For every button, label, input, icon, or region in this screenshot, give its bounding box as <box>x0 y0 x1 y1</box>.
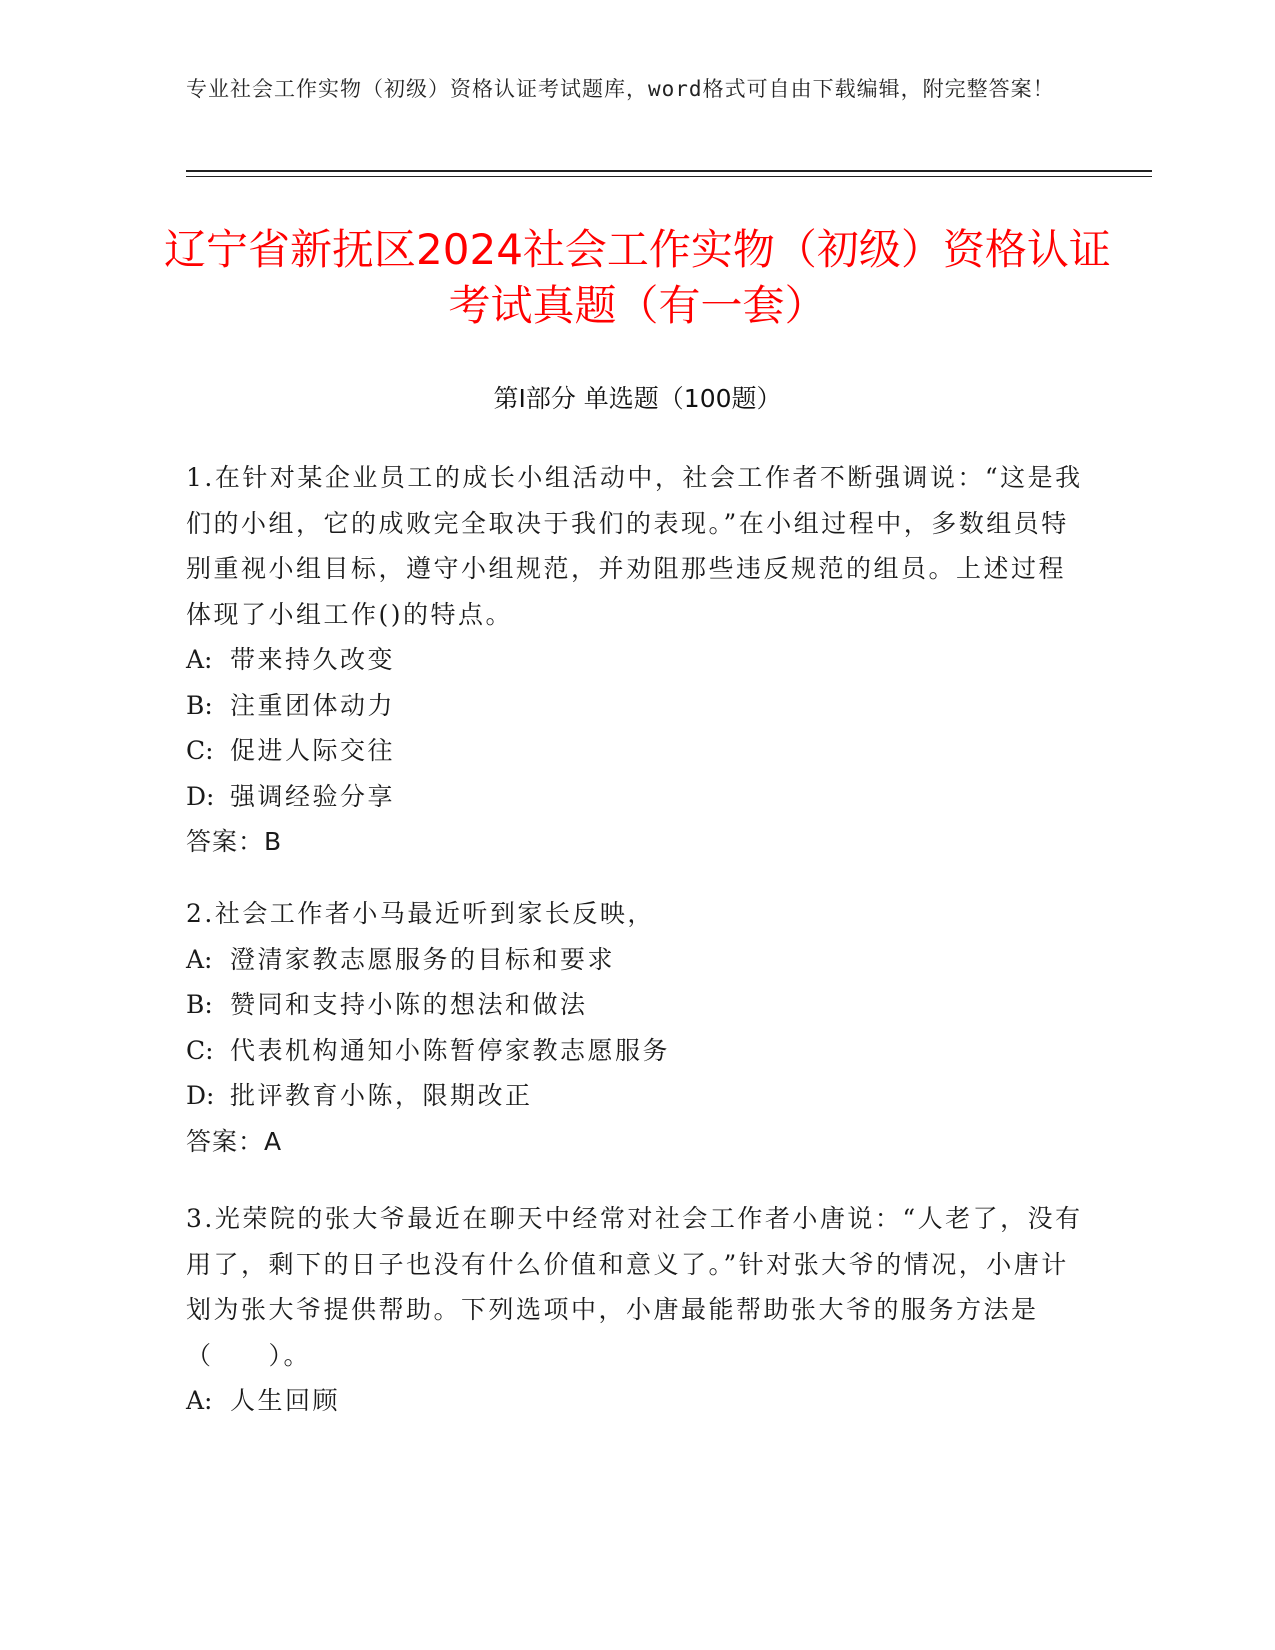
option-key: C: <box>186 736 214 765</box>
option-key: A: <box>186 645 213 674</box>
option-b <box>186 683 1086 729</box>
option-text: 注重团体动力 <box>230 690 396 720</box>
answer-line: 答案：B <box>186 827 283 856</box>
option-d <box>186 1073 1086 1119</box>
option-text: 促进人际交往 <box>230 736 396 765</box>
option-text: 批评教育小陈，限期改正 <box>230 1081 533 1110</box>
option-c <box>186 728 1086 774</box>
option-c <box>186 1028 1086 1074</box>
option-d <box>186 774 1086 820</box>
question-stem: 1.在针对某企业员工的成长小组活动中，社会工作者不断强调说：“这是我们的小组，它的成败完全取决于我们的表现。”在小组过程中，多数组员特别重视小组目标，遵守小组规范，并劝阻那些违反规范的组员。上述过程体现了小组工作()的特点。 <box>186 463 1083 629</box>
option-text: 强调经验分享 <box>230 781 396 811</box>
option-key: A: <box>186 1386 213 1415</box>
question-3 <box>186 1196 1086 1424</box>
header-note: 专业社会工作实物（初级）资格认证考试题库，word格式可自由下载编辑，附完整答案！ <box>186 77 1055 101</box>
option-key: D: <box>186 781 215 811</box>
option-text: 澄清家教志愿服务的目标和要求 <box>230 944 616 974</box>
question-stem: 2.社会工作者小马最近听到家长反映， <box>186 899 655 928</box>
option-text: 人生回顾 <box>230 1386 341 1415</box>
option-key: A: <box>186 944 213 974</box>
option-b <box>186 982 1086 1028</box>
option-key: C: <box>186 1035 214 1065</box>
answer-line: 答案：A <box>186 1126 283 1156</box>
option-text: 代表机构通知小陈暂停家教志愿服务 <box>230 1035 671 1065</box>
question-2 <box>186 891 1086 1164</box>
section-heading: 第Ⅰ部分 单选题（100题） <box>493 384 782 413</box>
option-text: 带来持久改变 <box>230 645 396 674</box>
question-1 <box>186 455 1086 865</box>
document-title: 辽宁省新抚区2024社会工作实物（初级）资格认证考试真题（有一套） <box>164 225 1111 330</box>
question-stem: 3.光荣院的张大爷最近在聊天中经常对社会工作者小唐说：“人老了，没有用了，剩下的日子也没有什么价值和意义了。”针对张大爷的情况，小唐计划为张大爷提供帮助。下列选项中，小唐最能帮助张大爷的服务方法是（ ）。 <box>186 1204 1083 1370</box>
option-key: D: <box>186 1081 215 1110</box>
option-a <box>186 1378 1086 1424</box>
option-text: 赞同和支持小陈的想法和做法 <box>230 990 588 1019</box>
header-divider-thin <box>186 176 1152 177</box>
option-key: B: <box>186 690 213 720</box>
option-key: B: <box>186 990 213 1019</box>
header-divider-thick <box>186 170 1152 172</box>
option-a <box>186 937 1086 983</box>
option-a <box>186 637 1086 683</box>
